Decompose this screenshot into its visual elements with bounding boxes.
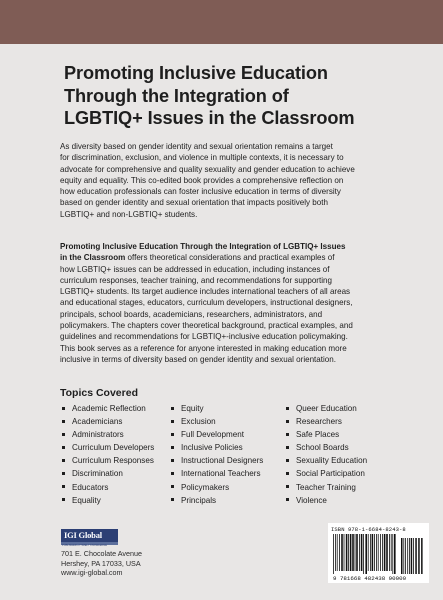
summary-line: how LGBTIQ+ issues can be addressed in education, including instances of bbox=[60, 264, 330, 274]
topics-column-3 bbox=[285, 402, 367, 507]
barcode-addon-bar bbox=[413, 538, 414, 574]
intro-line: equity and equality. This co-edited book provides a comprehensive reflection on bbox=[60, 175, 344, 185]
barcode-addon-bar bbox=[403, 538, 404, 574]
barcode-bar bbox=[359, 534, 360, 571]
summary-line: offers theoretical considerations and practical examples of bbox=[125, 253, 335, 263]
barcode-bar bbox=[376, 534, 377, 571]
title-line: Promoting Inclusive Education bbox=[64, 63, 328, 83]
barcode-addon-bar bbox=[409, 538, 410, 574]
barcode-panel bbox=[328, 523, 429, 583]
topics-heading: Topics Covered bbox=[60, 387, 138, 399]
summary-line: principals, school boards, academicians, researchers, administrators, and bbox=[60, 309, 323, 319]
barcode-bar bbox=[394, 534, 396, 574]
barcode-addon-bar bbox=[407, 538, 408, 574]
barcode-bar bbox=[363, 534, 364, 574]
barcode-bar bbox=[356, 534, 358, 571]
isbn-label bbox=[331, 526, 426, 533]
topic-item: Principals bbox=[170, 494, 263, 507]
barcode-bar bbox=[392, 534, 393, 574]
publisher-logo-text: IGI Global bbox=[64, 530, 102, 540]
topic-item: Equality bbox=[61, 494, 154, 507]
summary-line: policymakers. The chapters cover theoretical background, practical examples, and bbox=[60, 321, 353, 331]
barcode-addon-bar bbox=[405, 538, 406, 574]
barcode-bar bbox=[372, 534, 374, 571]
publisher-tagline: PUBLISHER of TIMELY KNOWLEDGE bbox=[62, 544, 107, 547]
topic-item: Inclusive Policies bbox=[170, 441, 263, 454]
topic-item: Queer Education bbox=[285, 402, 367, 415]
topic-item: Teacher Training bbox=[285, 481, 367, 494]
barcode-bar bbox=[350, 534, 352, 571]
topic-item: Sexuality Education bbox=[285, 454, 367, 467]
barcode-bar bbox=[380, 534, 381, 571]
summary-line: This book serves as a reference for anyone interested in making education more bbox=[60, 343, 347, 353]
intro-paragraph bbox=[60, 141, 426, 220]
barcode-bar bbox=[346, 534, 348, 571]
barcode-bar bbox=[348, 534, 349, 571]
title-line: LGBTIQ+ Issues in the Classroom bbox=[64, 108, 355, 128]
intro-line: based on gender identity and sexual orientation that impacts positively both bbox=[60, 198, 328, 208]
publisher-address bbox=[61, 549, 142, 578]
title-line: Through the Integration of bbox=[64, 85, 289, 106]
barcode-bar bbox=[361, 534, 363, 571]
barcode-bar bbox=[378, 534, 379, 571]
barcode-bar bbox=[355, 534, 356, 571]
barcode-bar bbox=[333, 534, 334, 574]
topic-item: Exclusion bbox=[170, 415, 263, 428]
barcode-bar bbox=[374, 534, 375, 571]
address-line: 701 E. Chocolate Avenue bbox=[61, 549, 142, 558]
topic-item: Full Development bbox=[170, 428, 263, 441]
topic-item: Equity bbox=[170, 402, 263, 415]
summary-paragraph bbox=[60, 241, 426, 365]
intro-line: how education professionals can foster inclusive education in terms of diversity bbox=[60, 187, 341, 197]
barcode-addon-bar bbox=[421, 538, 423, 574]
topic-item: Safe Places bbox=[285, 428, 367, 441]
top-color-band bbox=[0, 0, 443, 44]
topic-item: Social Participation bbox=[285, 467, 367, 480]
topic-item: Curriculum Developers bbox=[61, 441, 154, 454]
summary-line: LGBTIQ+ students. Its target audience includes international teachers of all areas bbox=[60, 287, 351, 297]
topic-item: Instructional Designers bbox=[170, 454, 263, 467]
topics-column-2 bbox=[170, 402, 263, 507]
barcode-bar bbox=[335, 534, 336, 571]
topic-item: International Teachers bbox=[170, 467, 263, 480]
address-line: Hershey, PA 17033, USA bbox=[61, 558, 141, 568]
isbn-text: ISBN 978-1-6684-8243-8 bbox=[331, 526, 406, 533]
barcode-number: 9 781668 482438 bbox=[333, 575, 386, 582]
topic-item: Violence bbox=[285, 494, 367, 507]
barcode-addon-bar bbox=[418, 538, 420, 574]
barcode-bar bbox=[391, 534, 392, 571]
intro-line: for discrimination, exclusion, and violence in multiple contexts, it is necessary to bbox=[60, 153, 344, 163]
barcode-bar bbox=[352, 534, 354, 571]
barcode-bar bbox=[370, 534, 371, 571]
barcode-digits bbox=[333, 575, 406, 582]
barcode-icon bbox=[333, 534, 424, 574]
topics-column-1 bbox=[61, 402, 154, 507]
publisher-logo bbox=[61, 529, 118, 542]
topic-item: Curriculum Responses bbox=[61, 454, 154, 467]
topic-item: Researchers bbox=[285, 415, 367, 428]
barcode-bar bbox=[386, 534, 388, 571]
summary-lead: in the Classroom bbox=[60, 253, 126, 263]
barcode-bar bbox=[365, 534, 367, 574]
intro-line: As diversity based on gender identity and sexual orientation remains a target bbox=[60, 142, 333, 151]
summary-line: curriculum responses, teacher training, and recommendations for supporting bbox=[60, 275, 332, 285]
barcode-bar bbox=[389, 534, 390, 571]
intro-line: LGBTIQ+ and non-LGBTIQ+ students. bbox=[60, 209, 198, 219]
barcode-bar bbox=[339, 534, 340, 571]
summary-line: inclusive in terms of diversity based on gender identity and sexual orientation. bbox=[60, 354, 336, 364]
topic-item: Administrators bbox=[61, 428, 154, 441]
summary-lead: Promoting Inclusive Education Through the Integration of LGBTIQ+ Issues bbox=[60, 242, 346, 251]
book-title bbox=[64, 62, 424, 130]
barcode-bar bbox=[382, 534, 383, 571]
barcode-addon: 90000 bbox=[388, 575, 407, 582]
barcode-bar bbox=[337, 534, 338, 571]
barcode-addon-bar bbox=[415, 538, 417, 574]
topic-item: Discrimination bbox=[61, 467, 154, 480]
topic-item: Educators bbox=[61, 481, 154, 494]
barcode-bar bbox=[368, 534, 369, 571]
barcode-bar bbox=[344, 534, 345, 571]
publisher-website: www.igi-global.com bbox=[61, 568, 123, 578]
topic-item: Academic Reflection bbox=[61, 402, 154, 415]
barcode-bar bbox=[384, 534, 386, 571]
topic-item: Policymakers bbox=[170, 481, 263, 494]
topic-item: Academicians bbox=[61, 415, 154, 428]
barcode-bar bbox=[341, 534, 343, 571]
summary-line: guidelines and recommendations for LGBTIQ+-inclusive education policymaking. bbox=[60, 332, 348, 342]
summary-line: and educational stages, educators, curriculum developers, instructional designers, bbox=[60, 298, 353, 308]
intro-line: advocate for comprehensive and quality sexuality and gender education to achieve bbox=[60, 164, 355, 174]
barcode-addon-bar bbox=[401, 538, 403, 574]
barcode-addon-bar bbox=[411, 538, 413, 574]
topic-item: School Boards bbox=[285, 441, 367, 454]
